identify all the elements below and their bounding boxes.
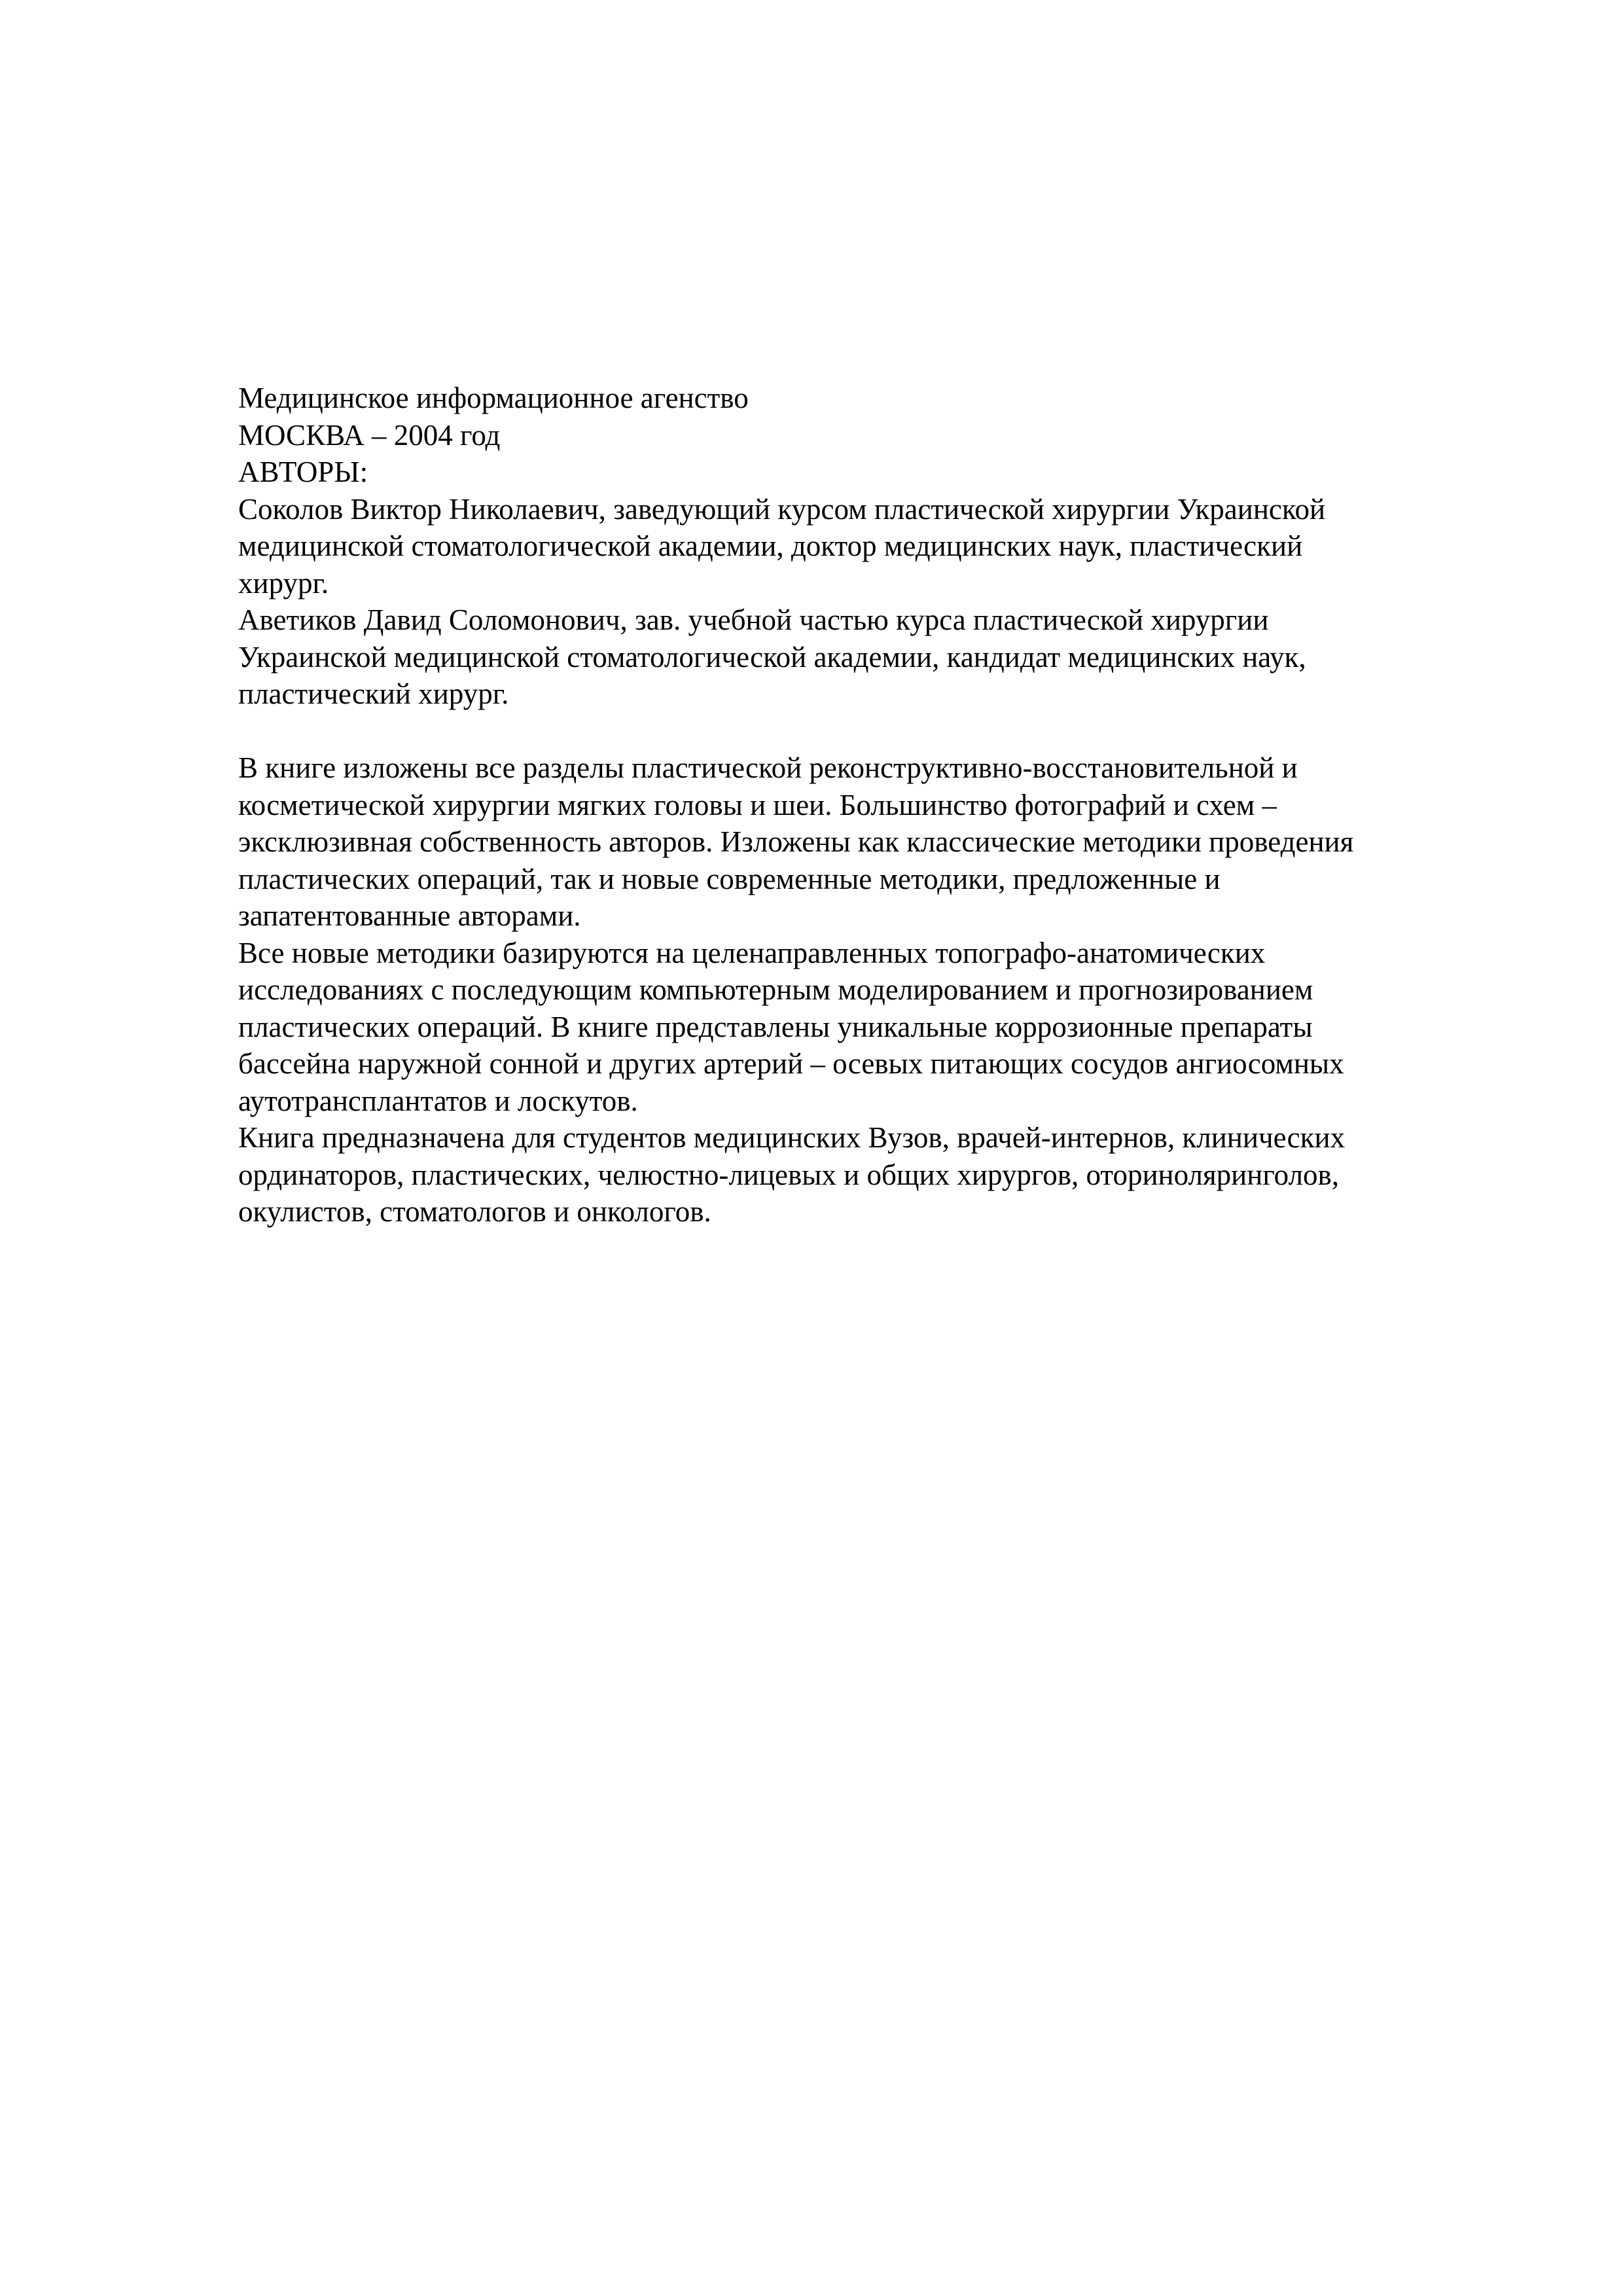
annotation-line: окулистов, стоматологов и онкологов. (238, 1195, 711, 1228)
annotation-line: ординаторов, пластических, челюстно-лицевых и общих хирургов, оториноляринголов, (238, 1158, 1340, 1191)
author-line: пластический хирург. (238, 677, 509, 710)
title-page-text (238, 380, 1521, 1230)
author-entry (238, 601, 1521, 713)
annotation-paragraph (238, 749, 1521, 935)
annotation-line: эксклюзивная собственность авторов. Изложены как классические методики проведения (238, 825, 1354, 858)
annotation-line: исследованиях с последующим компьютерным моделированием и прогнозированием (238, 973, 1313, 1006)
paragraph-spacer (238, 713, 1521, 750)
annotation-line: пластических операций. В книге представлены уникальные коррозионные препараты (238, 1010, 1313, 1043)
author-line: Аветиков Давид Соломонович, зав. учебной частью курса пластической хирургии (238, 603, 1269, 636)
author-line: Соколов Виктор Николаевич, заведующий курсом пластической хирургии Украинской (238, 492, 1326, 526)
annotation-line: Книга предназначена для студентов медицинских Вузов, врачей-интернов, клинических (238, 1121, 1346, 1154)
author-entry (238, 491, 1521, 602)
publisher-line: Медицинское информационное агенство (238, 382, 749, 414)
annotation-line: бассейна наружной сонной и других артерий – осевых питающих сосудов ангиосомных (238, 1047, 1344, 1080)
annotation-line: В книге изложены все разделы пластической реконструктивно-восстановительной и (238, 751, 1298, 784)
annotation-line: аутотрансплантатов и лоскутов. (238, 1084, 638, 1117)
author-line: хирург. (238, 566, 329, 600)
author-line: Украинской медицинской стоматологической академии, кандидат медицинских наук, (238, 640, 1306, 673)
annotation-line: косметической хирургии мягких головы и шеи. Большинство фотографий и схем – (238, 788, 1277, 821)
annotation-paragraph (238, 1119, 1521, 1230)
author-line: медицинской стоматологической академии, доктор медицинских наук, пластический (238, 529, 1303, 562)
annotation-line: Все новые методики базируются на целенаправленных топографо-анатомических (238, 936, 1266, 969)
annotation-line: пластических операций, так и новые современные методики, предложенные и (238, 862, 1221, 895)
authors-heading: АВТОРЫ: (238, 456, 368, 488)
annotation-line: запатентованные авторами. (238, 899, 581, 932)
city-year-line: МОСКВА – 2004 год (238, 418, 501, 452)
annotation-paragraph (238, 935, 1521, 1120)
